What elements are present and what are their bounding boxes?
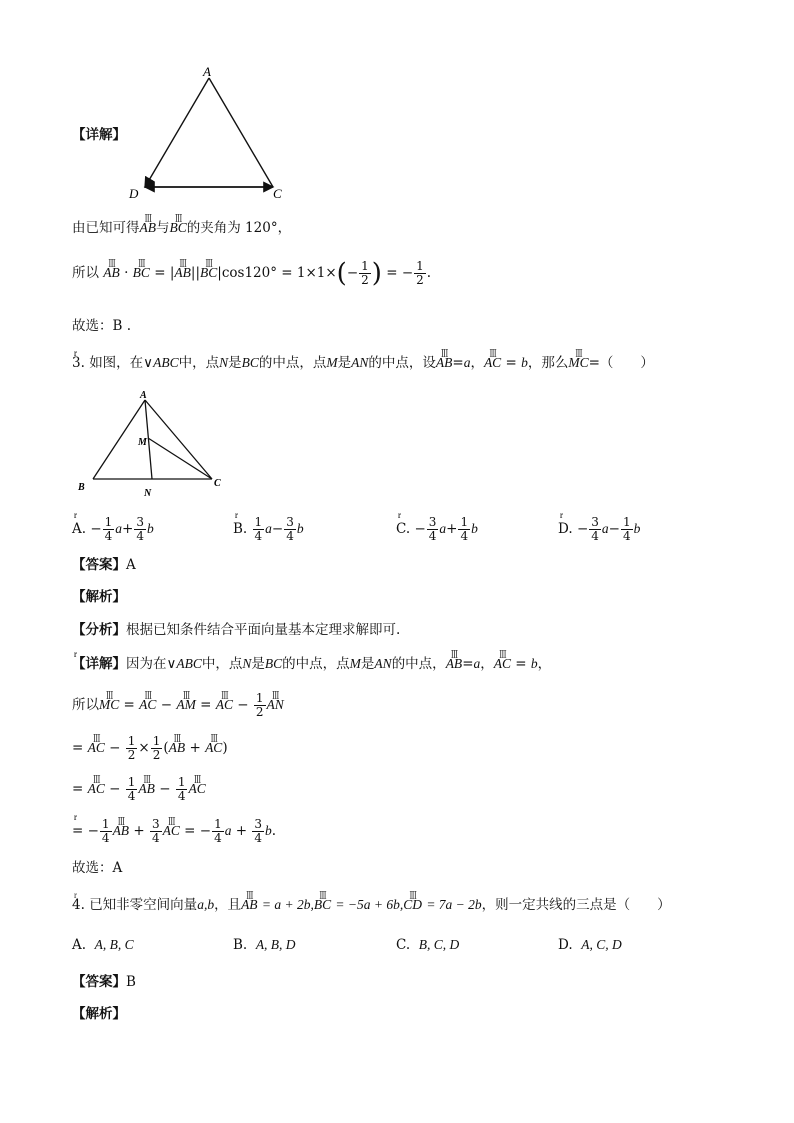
fraction-half: $\frac{1}{2}$ [255,691,264,719]
point-label-m: M [138,437,147,448]
angle-statement [72,219,291,237]
q3-text: 是 [337,355,352,371]
angle-text-post: 的夹角为 120°， [186,220,292,236]
point-label-n: N [144,488,152,499]
q3-answer [72,556,136,574]
vector-b: r b [265,823,272,838]
choice-statement-1: 故选：B . [72,318,132,334]
detail-text: 是 [251,656,265,672]
vector-a: r a [474,656,481,671]
point-m: M [326,355,338,370]
option-label: D. [558,937,573,953]
derivation-step-2: = ꟾꟾꟾ AC − $\frac{1}{2}$ × $\frac{1}{2}$ (ꟾꟾꟾ AB + ꟾꟾꟾ AC) [72,735,228,762]
option-sign: − [90,521,102,537]
option-op: − [608,521,620,537]
vertex-label-a: A [203,64,211,79]
dot-text-eq: = − [386,265,414,281]
vector-ab: ꟾꟾꟾ AB [103,264,120,282]
option-label: D. [558,521,573,537]
derivation-step-3: = ꟾꟾꟾ AC − $\frac{1}{4}$ ꟾꟾꟾ AB − $\frac{1}{4}$ ꟾꟾꟾ AC [72,776,206,803]
question-3-stem: 3. 如图，在∨ABC中，点N是BC的中点，点M是AN的中点，设ꟾꟾꟾ AB=r a，ꟾꟾꟾ AC = r b，那么ꟾꟾꟾ MC=（ ） [72,354,654,372]
vector-ac: ꟾꟾꟾ AC [188,780,205,798]
vector-ab: ꟾꟾꟾ AB [113,822,130,840]
fraction-half: $\frac{1}{2}$ [152,734,161,762]
option-fraction: $\frac{1}{4}$ [254,515,263,543]
vector-a: r a [602,521,609,536]
q3-detail-line: 【详解】因为在∨ABC中，点N是BC的中点，点M是AN的中点，ꟾꟾꟾ AB=r a，ꟾꟾꟾ AC = r b， [72,655,551,673]
vector-am: ꟾꟾꟾ AM [176,696,196,714]
angle-text-mid: 与 [156,220,170,236]
option-fraction: $\frac{3}{4}$ [591,515,599,543]
option-op: − [271,521,284,537]
option-fraction: $\frac{1}{4}$ [622,515,631,543]
vector-ab-abs: ꟾꟾꟾ AB [174,264,191,282]
fraction-quarter: $\frac{1}{4}$ [127,775,136,803]
q3-option-c[interactable] [396,516,478,543]
vector-ab: ꟾꟾꟾ AB [436,354,453,372]
vector-cd: ꟾꟾꟾ CD [403,896,422,914]
option-label: C. [396,937,411,953]
vector-bc: ꟾꟾꟾ BC [170,219,187,237]
vector-ab: ꟾꟾꟾ AB [138,780,155,798]
option-label: B. [233,937,248,953]
vector-ac: ꟾꟾꟾ AC [484,354,501,372]
q4-text: 已知非零空间向量 [89,897,198,913]
vector-b: r b [471,521,478,536]
vertex-label-a: A [140,390,147,401]
vector-ac: ꟾꟾꟾ AC [163,822,180,840]
fenxi-text: 根据已知条件结合平面向量基本定理求解即可. [126,622,401,638]
triangle-name: ABC [153,355,179,370]
answer-value: B [126,974,136,990]
fraction-half-result: $\frac{1}{2}$ [416,259,424,287]
option-fraction: $\frac{1}{4}$ [104,515,113,543]
vector-b: r b [147,521,154,536]
vector-ac: ꟾꟾꟾ AC [216,696,233,714]
question-number: 4. [72,897,85,913]
q3-text: ，那么 [527,355,569,371]
fraction-half: $\frac{1}{2}$ [127,734,136,762]
vector-ac: ꟾꟾꟾ AC [88,780,105,798]
vector-bc-abs: ꟾꟾꟾ BC [200,264,217,282]
vertex-label-b: B [78,482,85,493]
vector-ab: ꟾꟾꟾ AB [241,896,258,914]
triangle-name: ABC [176,656,202,671]
triangle-figure-abc [72,388,232,500]
step-prefix: 所以 [72,697,99,713]
option-label: A. [72,937,87,953]
segment-bc: BC [264,656,283,671]
q3-text: 中，点 [178,355,220,371]
vector-b: r b [521,355,528,370]
answer-value: A [126,557,136,573]
vector-a: r a [464,355,471,370]
q4-option-c[interactable] [396,936,459,954]
fraction-half: $\frac{1}{2}$ [361,259,369,287]
q3-text: 的中点，点 [258,355,327,371]
analysis-summary [72,621,400,639]
segment-bc: BC [241,355,259,370]
q4-option-d[interactable] [558,936,622,954]
q4-option-b[interactable] [233,936,296,954]
answer-paren: =（ ） [588,355,654,371]
vector-ab: ꟾꟾꟾ AB [169,739,186,757]
option-op: + [122,521,134,537]
detail-text: 因为在∨ [126,656,177,672]
derivation-step-1: 所以ꟾꟾꟾ MC = ꟾꟾꟾ AC − ꟾꟾꟾ AM = ꟾꟾꟾ AC − $\frac{1}{2}$ ꟾꟾꟾ AN [72,692,284,719]
vector-an: ꟾꟾꟾ AN [267,696,284,714]
vector-expr: = −5a + 6b, [335,897,404,912]
analysis-heading: 【解析】 [72,589,126,605]
q3-option-d[interactable] [558,516,640,543]
q4-text: ，且 [214,897,242,913]
vector-b: r b [297,521,304,536]
derivation-step-4: = − $\frac{1}{4}$ ꟾꟾꟾ AB + $\frac{3}{4}$ ꟾꟾꟾ AC = − $\frac{1}{4}$ r a + $\frac{3}{4}$ r b. [72,818,276,845]
option-fraction: $\frac{3}{4}$ [286,515,294,543]
answer-heading: 【答案】 [72,557,126,573]
option-label: A. [72,521,87,537]
question-number: 3. [72,355,85,371]
fraction-three-quarters: $\frac{3}{4}$ [151,817,160,845]
answer-heading: 【答案】 [72,974,126,990]
vector-ac: ꟾꟾꟾ AC [139,696,156,714]
fraction-quarter: $\frac{1}{4}$ [177,775,186,803]
point-n: N [242,656,252,671]
option-op: + [446,521,458,537]
option-fraction: $\frac{3}{4}$ [428,515,437,543]
question-4-stem [72,896,671,914]
option-label: B. [233,521,248,537]
vector-a: r a [439,521,446,536]
vector-a: r a [225,823,232,838]
vector-a: r a [265,521,272,536]
detail-heading: 【详解】 [72,656,126,672]
dot-product-formula: 所以 ꟾꟾꟾ AB · ꟾꟾꟾ BC = |ꟾꟾꟾ AB||ꟾꟾꟾ BC|cos120° = 1×1×(− $\frac{1}{2}$ ) = − $\frac{1}{2}$ . [72,260,431,287]
detail-text: 是 [360,656,375,672]
angle-text-pre: 由已知可得 [72,220,140,236]
option-value: A, C, D [581,937,622,952]
q3-option-a[interactable] [72,516,154,543]
vertex-label-c: C [273,186,282,201]
vertex-label-d: D [129,186,139,201]
option-value: A, B, C [94,937,134,952]
vertex-label-c: C [214,478,221,489]
detail-heading: 【详解】 [72,127,126,143]
vector-ac: ꟾꟾꟾ AC [88,739,105,757]
option-fraction: $\frac{3}{4}$ [136,515,144,543]
option-sign: − [576,521,589,537]
detail-text: 中，点 [201,656,243,672]
vector-a: r a [115,521,122,536]
vector-expr: = 7a − 2b [426,897,482,912]
point-m: M [349,656,361,671]
option-label: C. [396,521,411,537]
dot-text-rest: cos120° = 1×1× [221,265,337,281]
vector-b: r b [634,521,641,536]
point-n: N [219,355,229,370]
triangle-figure-adc [125,62,295,204]
vector-expr: = a + 2b, [261,897,314,912]
option-fraction: $\frac{1}{4}$ [460,515,469,543]
vector-bc: ꟾꟾꟾ BC [314,896,331,914]
vectors-a-b: r a,b [197,897,214,912]
vector-ac: ꟾꟾꟾ AC [494,655,511,673]
vector-mc: ꟾꟾꟾ MC [568,354,588,372]
fraction-quarter: $\frac{1}{4}$ [101,817,110,845]
detail-text: 的中点， [391,656,446,672]
fenxi-heading: 【分析】 [72,622,126,638]
segment-an: AN [351,355,369,370]
segment-an: AN [374,656,392,671]
q4-option-a[interactable] [72,936,134,954]
vector-ab: ꟾꟾꟾ AB [140,219,157,237]
vector-bc: ꟾꟾꟾ BC [133,264,150,282]
vector-mc: ꟾꟾꟾ MC [99,696,119,714]
detail-text: 的中点，点 [282,656,350,672]
fraction-quarter: $\frac{1}{4}$ [214,817,222,845]
dot-text-pre: 所以 [72,265,99,281]
option-value: A, B, D [255,937,296,952]
q4-text: ，则一定共线的三点是（ ） [481,897,671,913]
fraction-three-quarters: $\frac{3}{4}$ [254,817,263,845]
q3-text: 是 [228,355,242,371]
option-sign: − [414,521,426,537]
vector-ab: ꟾꟾꟾ AB [446,655,463,673]
choice-statement-2: 故选：A [72,860,123,876]
q3-option-b[interactable] [233,516,304,543]
q3-text: 如图，在∨ [89,355,154,371]
analysis-heading-2: 【解析】 [72,1006,126,1022]
q3-text: 的中点，设 [368,355,436,371]
q4-answer [72,973,136,991]
vector-b: r b [531,656,538,671]
option-value: B, C, D [418,937,460,952]
vector-ac: ꟾꟾꟾ AC [205,739,222,757]
